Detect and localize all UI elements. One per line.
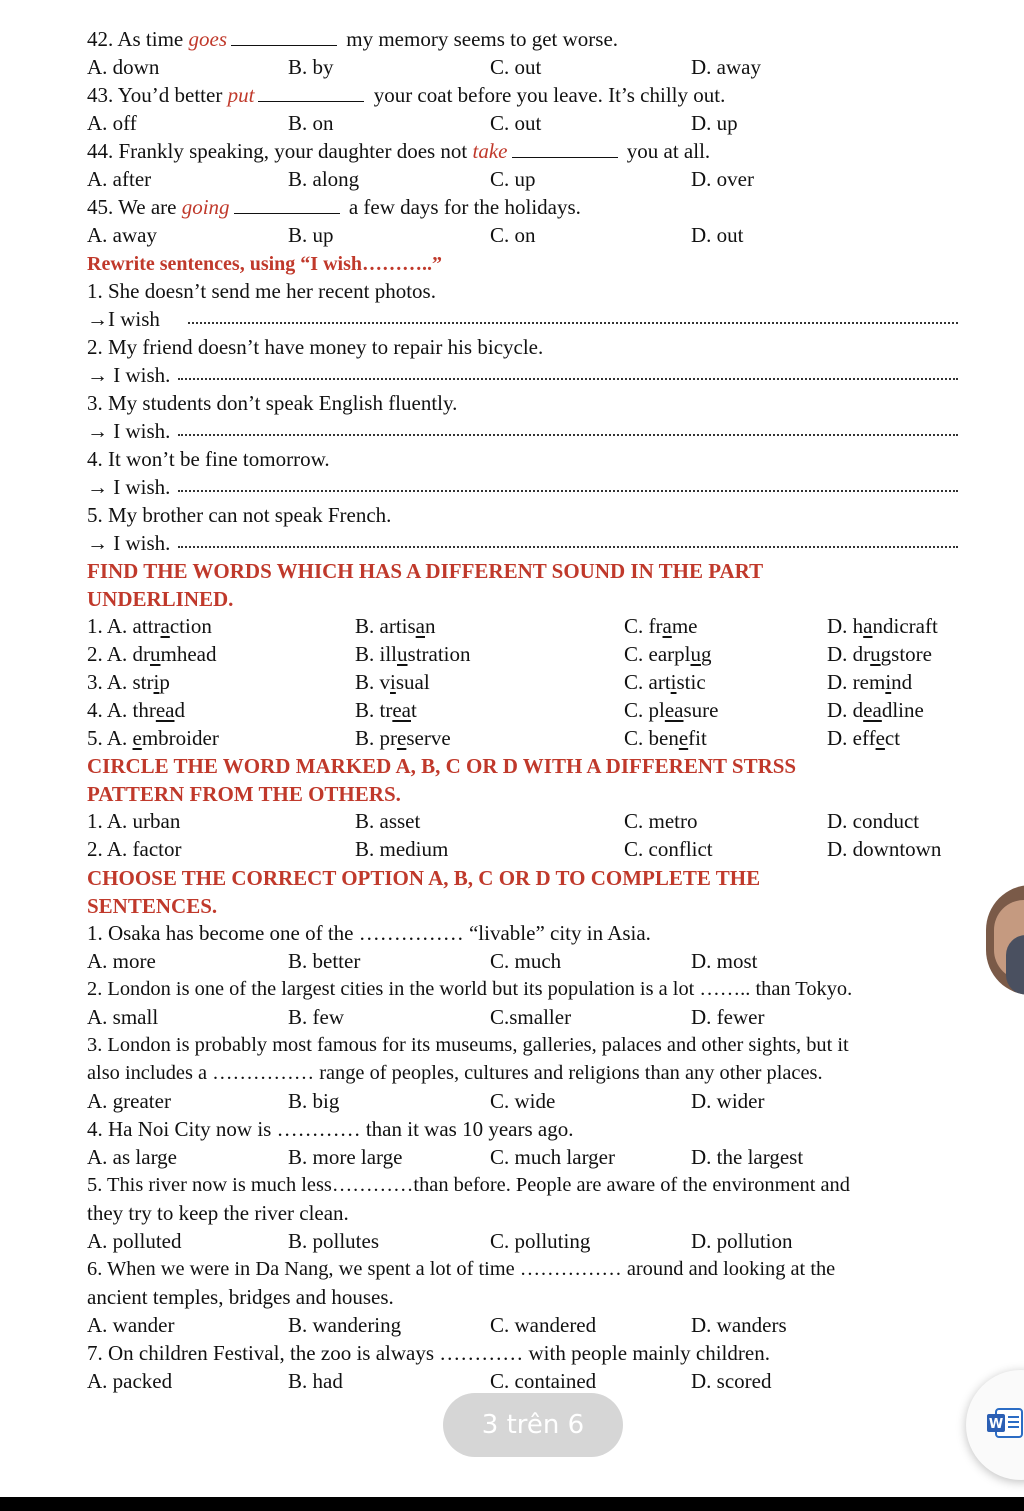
stress-option: 2. A. factor [87, 837, 182, 861]
option-c: C. wide [490, 1089, 556, 1113]
wish-question-5: 5. My brother can not speak French. [87, 503, 392, 527]
wish-answer-2: → I wish. [87, 363, 171, 387]
page-indicator: 3 trên 6 [443, 1393, 623, 1457]
wish-question-2: 2. My friend doesn’t have money to repair his bicycle. [87, 335, 544, 359]
bottom-edge-bar [0, 1497, 1024, 1511]
sound-option: D. effect [827, 726, 901, 750]
sound-option: 2. A. drumhead [87, 642, 217, 666]
option-a: A. off [87, 111, 137, 135]
question-45: 45. We are going a few days for the holidays. [87, 195, 581, 219]
stress-heading: CIRCLE THE WORD MARKED A, B, C OR D WITH A DIFFERENT STRSS [87, 754, 797, 778]
option-a: A. polluted [87, 1229, 182, 1253]
stress-option: C. metro [624, 809, 698, 833]
option-b: B. more large [288, 1145, 403, 1169]
answer-line [178, 490, 958, 492]
sound-option: B. artisan [355, 614, 436, 638]
sound-option: C. benefit [624, 726, 707, 750]
sound-option: C. pleasure [624, 698, 719, 722]
option-c: C. much larger [490, 1145, 615, 1169]
option-b: B. wandering [288, 1313, 402, 1337]
choose-question-6-cont: ancient temples, bridges and houses. [87, 1285, 394, 1309]
stress-option: C. conflict [624, 837, 713, 861]
option-a: A. small [87, 1005, 159, 1029]
sound-option: C. frame [624, 614, 698, 638]
question-42: 42. As time goes my memory seems to get worse. [87, 27, 619, 51]
option-a: A. more [87, 949, 156, 973]
option-c: C. polluting [490, 1229, 591, 1253]
option-b: B. few [288, 1005, 344, 1029]
option-b: B. big [288, 1089, 340, 1113]
shoulder-shape [1006, 935, 1024, 995]
choose-question-2: 2. London is one of the largest cities in the world but its population is a lot …….. than Tokyo. [87, 978, 853, 1000]
option-a: A. away [87, 223, 157, 247]
option-d: D. the largest [691, 1145, 804, 1169]
sound-option: 4. A. thread [87, 698, 185, 722]
sound-option: C. earplug [624, 642, 712, 666]
option-c: C. wandered [490, 1313, 597, 1337]
choose-question-5-cont: they try to keep the river clean. [87, 1201, 349, 1225]
option-c: C. up [490, 167, 536, 191]
sound-option: B. treat [355, 698, 417, 722]
question-43: 43. You’d better put your coat before you leave. It’s chilly out. [87, 83, 726, 107]
wish-question-1: 1. She doesn’t send me her recent photos. [87, 279, 436, 303]
option-b: B. up [288, 223, 334, 247]
choose-question-7: 7. On children Festival, the zoo is always ………… with people mainly children. [87, 1341, 770, 1365]
stress-option: D. conduct [827, 809, 920, 833]
choose-question-6: 6. When we were in Da Nang, we spent a lot of time …………… around and looking at the [87, 1258, 836, 1280]
option-a: A. greater [87, 1089, 171, 1113]
choose-question-5: 5. This river now is much less…………than before. People are aware of the environment and [87, 1174, 850, 1196]
choose-question-3: 3. London is probably most famous for its museums, galleries, palaces and other sights, but it [87, 1034, 849, 1056]
choose-heading: CHOOSE THE CORRECT OPTION A, B, C OR D TO COMPLETE THE [87, 866, 761, 890]
option-b: B. by [288, 55, 334, 79]
stress-option: B. medium [355, 837, 449, 861]
word-app-icon[interactable] [986, 1408, 1024, 1438]
sound-option: D. handicraft [827, 614, 938, 638]
sound-heading-cont: UNDERLINED. [87, 587, 234, 611]
answer-line [178, 434, 958, 436]
option-b: B. pollutes [288, 1229, 380, 1253]
wish-answer-4: → I wish. [87, 475, 171, 499]
option-a: A. after [87, 167, 152, 191]
option-b: B. on [288, 111, 334, 135]
option-c: C. on [490, 223, 536, 247]
sound-option: D. remind [827, 670, 913, 694]
sound-option: 1. A. attraction [87, 614, 212, 638]
option-c: C. out [490, 111, 542, 135]
wish-answer-1: →I wish [87, 307, 160, 331]
option-a: A. down [87, 55, 160, 79]
sound-option: D. drugstore [827, 642, 932, 666]
option-d: D. fewer [691, 1005, 765, 1029]
option-d: D. most [691, 949, 758, 973]
option-b: B. better [288, 949, 361, 973]
stress-heading-cont: PATTERN FROM THE OTHERS. [87, 782, 401, 806]
option-c: C.smaller [490, 1005, 572, 1029]
option-d: D. out [691, 223, 744, 247]
sound-option: 3. A. strip [87, 670, 170, 694]
stress-option: D. downtown [827, 837, 942, 861]
wish-answer-5: → I wish. [87, 531, 171, 555]
wish-answer-3: → I wish. [87, 419, 171, 443]
wish-question-3: 3. My students don’t speak English fluently. [87, 391, 458, 415]
choose-question-4: 4. Ha Noi City now is ………… than it was 10 years ago. [87, 1117, 574, 1141]
word-icon-letter: W [988, 1417, 1004, 1432]
option-d: D. scored [691, 1369, 772, 1393]
question-44: 44. Frankly speaking, your daughter does not take you at all. [87, 139, 711, 163]
option-d: D. wanders [691, 1313, 787, 1337]
option-d: D. over [691, 167, 754, 191]
sound-option: B. illustration [355, 642, 471, 666]
answer-line [188, 322, 958, 324]
option-a: A. packed [87, 1369, 173, 1393]
sound-option: B. visual [355, 670, 430, 694]
option-d: D. pollution [691, 1229, 793, 1253]
sound-option: C. artistic [624, 670, 706, 694]
answer-line [178, 546, 958, 548]
sound-heading: FIND THE WORDS WHICH HAS A DIFFERENT SOUND IN THE PART [87, 559, 764, 583]
sound-option: 5. A. embroider [87, 726, 219, 750]
choose-question-3-cont: also includes a …………… range of peoples, cultures and religions than any other places. [87, 1062, 823, 1084]
wish-question-4: 4. It won’t be fine tomorrow. [87, 447, 330, 471]
option-a: A. as large [87, 1145, 177, 1169]
choose-heading-cont: SENTENCES. [87, 894, 218, 918]
option-b: B. along [288, 167, 360, 191]
stress-option: B. asset [355, 809, 421, 833]
option-d: D. up [691, 111, 738, 135]
option-c: C. contained [490, 1369, 597, 1393]
option-d: D. away [691, 55, 761, 79]
option-a: A. wander [87, 1313, 175, 1337]
wish-heading: Rewrite sentences, using “I wish………..” [87, 253, 442, 275]
option-c: C. much [490, 949, 562, 973]
option-b: B. had [288, 1369, 343, 1393]
sound-option: B. preserve [355, 726, 451, 750]
stress-option: 1. A. urban [87, 809, 181, 833]
answer-line [178, 378, 958, 380]
option-d: D. wider [691, 1089, 765, 1113]
choose-question-1: 1. Osaka has become one of the …………… “livable” city in Asia. [87, 921, 651, 945]
sound-option: D. deadline [827, 698, 924, 722]
option-c: C. out [490, 55, 542, 79]
